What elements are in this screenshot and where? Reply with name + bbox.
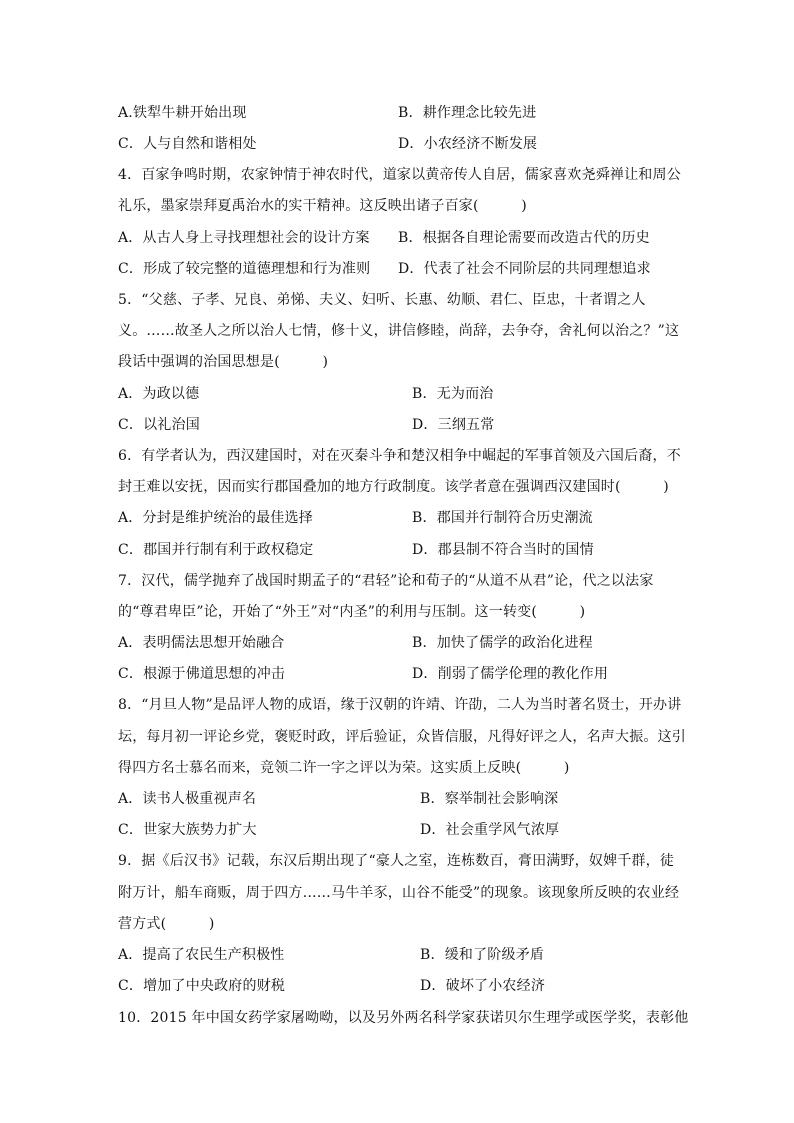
q8-stem-line-2: 坛，每月初一评论乡党，褒贬时政，评后验证，众皆信服，凡得好评之人，名声大振。这引 — [118, 729, 686, 745]
q4-option-c[interactable]: C．形成了较完整的道德理想和行为准则 — [118, 261, 371, 277]
q4-stem-line-2: 礼乐，墨家崇拜夏禹治水的实干精神。这反映出诸子百家( ) — [118, 198, 527, 214]
q3-option-b[interactable]: B．耕作理念比较先进 — [398, 105, 537, 121]
q4-option-a[interactable]: A．从古人身上寻找理想社会的设计方案 — [118, 230, 370, 246]
q9-option-c[interactable]: C．增加了中央政府的财税 — [118, 978, 286, 994]
q6-option-d[interactable]: D．郡县制不符合当时的国情 — [412, 542, 594, 558]
q4-stem-line-1: 4．百家争鸣时期，农家钟情于神农时代，道家以黄帝传人自居，儒家喜欢尧舜禅让和周公 — [118, 167, 681, 183]
q3-option-c[interactable]: C．人与自然和谐相处 — [118, 136, 257, 152]
q5-option-a[interactable]: A．为政以德 — [118, 386, 200, 402]
q3-option-a[interactable]: A.铁犁牛耕开始出现 — [118, 105, 247, 121]
q8-option-a[interactable]: A．读书人极重视声名 — [118, 791, 257, 807]
q7-option-c[interactable]: C．根源于佛道思想的冲击 — [118, 666, 286, 682]
q8-option-d[interactable]: D．社会重学风气浓厚 — [420, 822, 560, 838]
q9-stem-line-2: 附万计，船车商贩，周于四方……马牛羊豕，山谷不能受”的现象。该现象所反映的农业经 — [118, 885, 680, 901]
q9-option-b[interactable]: B．缓和了阶级矛盾 — [420, 947, 545, 963]
q8-option-c[interactable]: C．世家大族势力扩大 — [118, 822, 257, 838]
q9-stem-line-1: 9．据《后汉书》记载，东汉后期出现了“豪人之室，连栋数百，膏田满野，奴婢千群，徒 — [118, 853, 675, 869]
q7-option-a[interactable]: A．表明儒法思想开始融合 — [118, 635, 285, 651]
q6-stem-line-1: 6．有学者认为，西汉建国时，对在灭秦斗争和楚汉相争中崛起的军事首领及六国后裔，不 — [118, 448, 681, 464]
q8-option-b[interactable]: B．察举制社会影响深 — [420, 791, 559, 807]
q6-option-c[interactable]: C．郡国并行制有利于政权稳定 — [118, 542, 314, 558]
q5-stem-line-2: 义。……故圣人之所以治人七情，修十义，讲信修睦，尚辞，去争夺，舍礼何以治之？”这 — [118, 323, 680, 339]
q3-option-d[interactable]: D．小农经济不断发展 — [398, 136, 538, 152]
q4-option-d[interactable]: D．代表了社会不同阶层的共同理想追求 — [398, 261, 651, 277]
q6-stem-line-2: 封王难以安抚，因而实行郡国叠加的地方行政制度。该学者意在强调西汉建国时( ) — [118, 479, 669, 495]
q8-stem-line-1: 8．“月旦人物”是品评人物的成语，缘于汉朝的许靖、许劭，二人为当时著名贤士，开办讲 — [118, 697, 682, 713]
q5-option-d[interactable]: D．三纲五常 — [412, 417, 495, 433]
q7-stem-line-2: 的“尊君卑臣”论，开始了“外王”对“内圣”的利用与压制。这一转变( ) — [118, 604, 586, 620]
q9-option-a[interactable]: A．提高了农民生产积极性 — [118, 947, 285, 963]
q5-option-c[interactable]: C．以礼治国 — [118, 417, 200, 433]
q4-option-b[interactable]: B．根据各自理论需要而改造古代的历史 — [398, 230, 650, 246]
q9-option-d[interactable]: D．破坏了小农经济 — [420, 978, 546, 994]
q5-stem-line-1: 5．“父慈、子孝、兄良、弟悌、夫义、妇听、长惠、幼顺、君仁、臣忠，十者谓之人 — [118, 292, 646, 308]
q5-option-b[interactable]: B．无为而治 — [412, 386, 494, 402]
q6-option-a[interactable]: A．分封是维护统治的最佳选择 — [118, 510, 313, 526]
q7-stem-line-1: 7．汉代，儒学抛弃了战国时期孟子的“君轻”论和荀子的“从道不从君”论，代之以法家 — [118, 573, 654, 589]
q6-option-b[interactable]: B．郡国并行制符合历史潮流 — [412, 510, 593, 526]
q7-option-b[interactable]: B．加快了儒学的政治化进程 — [412, 635, 593, 651]
q10-stem-line-1: 10．2015 年中国女药学家屠呦呦，以及另外两名科学家获诺贝尔生理学或医学奖，表彰他 — [118, 1010, 689, 1026]
q8-stem-line-3: 得四方名士慕名而来，竞领二许一字之评以为荣。这实质上反映( ) — [118, 760, 570, 776]
q5-stem-line-3: 段话中强调的治国思想是( ) — [118, 354, 329, 370]
q7-option-d[interactable]: D．削弱了儒学伦理的教化作用 — [412, 666, 609, 682]
q9-stem-line-3: 营方式( ) — [118, 916, 215, 932]
